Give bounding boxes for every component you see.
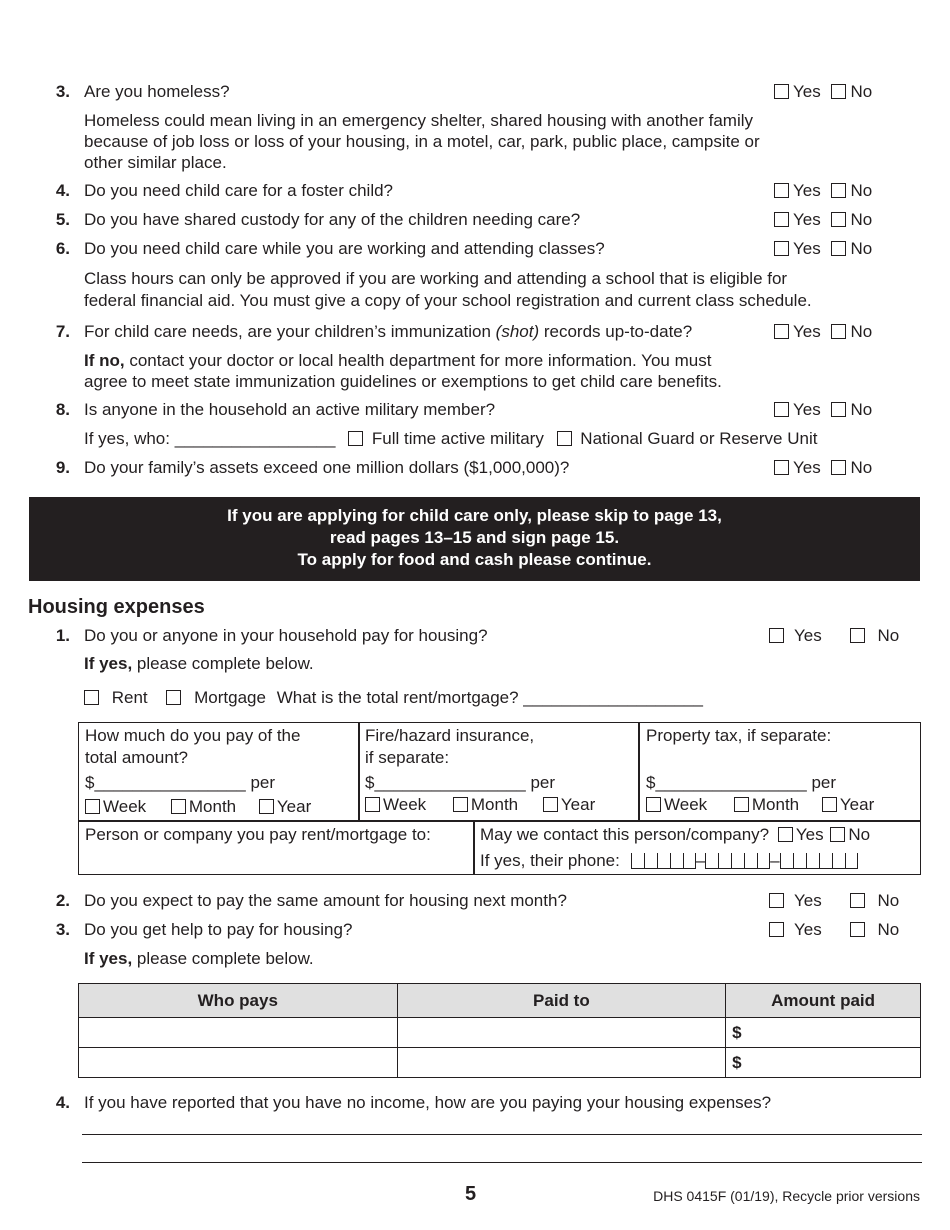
no-checkbox[interactable] [831, 460, 846, 475]
no-checkbox[interactable] [831, 212, 846, 227]
question-number: 2. [55, 891, 70, 910]
question-same-amount: Do you expect to pay the same amount for housing next month? [84, 891, 567, 910]
year-checkbox[interactable] [822, 797, 837, 812]
landlord-phone: If yes, their phone: – – [480, 850, 858, 875]
question-assets: Do your family’s assets exceed one million dollars ($1,000,000)? [84, 458, 570, 477]
rent-mortgage-row: Rent Mortgage What is the total rent/mortgage? ___________________ [84, 688, 703, 708]
insurance-frequency: Week Month Year [365, 794, 595, 816]
question-pay-housing: Do you or anyone in your household pay for housing? [84, 626, 488, 645]
question-number: 4. [55, 1093, 70, 1112]
insurance-field[interactable]: $________________ per [365, 773, 556, 792]
question-no-income: If you have reported that you have no income, how are you paying your housing expenses? [84, 1093, 772, 1112]
who-pays-cell[interactable] [79, 1018, 398, 1048]
no-checkbox[interactable] [850, 628, 865, 643]
amount-cell[interactable]: $ [726, 1048, 921, 1078]
yes-checkbox[interactable] [774, 84, 789, 99]
amount-paid-field[interactable]: $________________ per [85, 773, 276, 792]
if-yes-instruction: If yes, please complete below. [84, 654, 314, 673]
yes-no-custody: Yes No [774, 210, 872, 230]
answer-line[interactable] [82, 1162, 922, 1163]
question-number: 3. [55, 920, 70, 939]
divider [638, 722, 640, 820]
yes-checkbox[interactable] [774, 241, 789, 256]
header-paid-to: Paid to [397, 984, 726, 1018]
question-number: 4. [55, 181, 70, 200]
week-checkbox[interactable] [85, 799, 100, 814]
question-number: 1. [55, 626, 70, 645]
phone-area-code-boxes[interactable] [631, 853, 696, 875]
table-header-row [79, 984, 921, 1018]
immunization-note: If no, contact your doctor or local health department for more information. You must agree to meet state immunization guidelines or exemptions to get child care benefits. [84, 351, 722, 391]
yes-no-pay-housing: Yes No [769, 626, 899, 646]
question-shared-custody: Do you have shared custody for any of the children needing care? [84, 210, 581, 229]
paid-to-cell[interactable] [397, 1048, 726, 1078]
question-number: 5. [55, 210, 70, 229]
page-number: 5 [465, 1183, 477, 1205]
rent-checkbox[interactable] [84, 690, 99, 705]
no-label: No [850, 82, 873, 101]
table-row [79, 1018, 921, 1048]
yes-checkbox[interactable] [774, 402, 789, 417]
military-who-field[interactable]: If yes, who: _________________ [84, 429, 336, 448]
yes-no-foster: Yes No [774, 181, 872, 201]
no-checkbox[interactable] [831, 324, 846, 339]
answer-line[interactable] [82, 1134, 922, 1135]
yes-no-classes: Yes No [774, 239, 872, 259]
full-time-checkbox[interactable] [348, 431, 363, 446]
no-checkbox[interactable] [831, 84, 846, 99]
month-checkbox[interactable] [734, 797, 749, 812]
amount-cell[interactable]: $ [726, 1018, 921, 1048]
mortgage-checkbox[interactable] [166, 690, 181, 705]
divider [358, 722, 360, 820]
yes-no-assets: Yes No [774, 458, 872, 478]
yes-no-homeless [774, 82, 872, 102]
no-checkbox[interactable] [830, 827, 845, 842]
no-checkbox[interactable] [831, 241, 846, 256]
month-checkbox[interactable] [453, 797, 468, 812]
question-military: Is anyone in the household an active military member? [84, 400, 496, 419]
question-homeless: Are you homeless? [84, 82, 230, 101]
total-rent-field[interactable]: What is the total rent/mortgage? ___________________ [276, 688, 703, 707]
no-checkbox[interactable] [850, 922, 865, 937]
housing-help-table [78, 983, 921, 1078]
yes-checkbox[interactable] [778, 827, 793, 842]
header-who-pays: Who pays [79, 984, 398, 1018]
yes-checkbox[interactable] [774, 460, 789, 475]
no-checkbox[interactable] [831, 183, 846, 198]
insurance-label: Fire/hazard insurance, if separate: [365, 726, 535, 767]
month-checkbox[interactable] [171, 799, 186, 814]
yes-checkbox[interactable] [774, 212, 789, 227]
homeless-note: Homeless could mean living in an emergency shelter, shared housing with another family because of job loss or loss of your housing, in a motel, car, park, public place, campsite or other similar place. [84, 111, 760, 172]
if-yes-instruction: If yes, please complete below. [84, 949, 314, 968]
table-row [79, 1048, 921, 1078]
phone-line-boxes[interactable] [780, 853, 858, 875]
question-number: 9. [55, 458, 70, 477]
amount-frequency: Week Month Year [85, 796, 311, 818]
yes-checkbox[interactable] [769, 922, 784, 937]
property-tax-label: Property tax, if separate: [646, 726, 832, 745]
guard-checkbox[interactable] [557, 431, 572, 446]
year-checkbox[interactable] [543, 797, 558, 812]
no-checkbox[interactable] [831, 402, 846, 417]
yes-label: Yes [793, 82, 821, 101]
paid-to-cell[interactable] [397, 1018, 726, 1048]
section-title-housing: Housing expenses [28, 596, 205, 618]
divider [78, 820, 921, 822]
question-working-classes: Do you need child care while you are working and attending classes? [84, 239, 605, 258]
question-number: 3. [55, 82, 70, 101]
military-detail: If yes, who: _________________ Full time active military National Guard or Reserve Unit [84, 429, 818, 448]
question-number: 8. [55, 400, 70, 419]
no-checkbox[interactable] [850, 893, 865, 908]
question-number: 7. [55, 322, 70, 341]
amount-paid-label: How much do you pay of the total amount? [85, 726, 301, 767]
year-checkbox[interactable] [259, 799, 274, 814]
week-checkbox[interactable] [646, 797, 661, 812]
yes-no-same-amount: Yes No [769, 891, 899, 911]
yes-checkbox[interactable] [774, 324, 789, 339]
question-foster-child: Do you need child care for a foster child? [84, 181, 394, 200]
week-checkbox[interactable] [365, 797, 380, 812]
header-amount-paid: Amount paid [726, 984, 921, 1018]
yes-no-help-paying: Yes No [769, 920, 899, 940]
yes-checkbox[interactable] [769, 893, 784, 908]
phone-prefix-boxes[interactable] [705, 853, 770, 875]
yes-checkbox[interactable] [769, 628, 784, 643]
who-pays-cell[interactable] [79, 1048, 398, 1078]
class-note: Class hours can only be approved if you are working and attending a school that is eligible for federal financial aid. You must give a copy of your school registration and current class schedule. [84, 269, 812, 310]
divider [473, 820, 475, 875]
question-help-paying: Do you get help to pay for housing? [84, 920, 353, 939]
question-immunization: For child care needs, are your children’s immunization (shot) records up-to-date? [84, 322, 693, 341]
property-tax-field[interactable]: $________________ per [646, 773, 837, 792]
child-care-banner: If you are applying for child care only, please skip to page 13, read pages 13–15 and sign page 15. To apply for food and cash please continue. [29, 497, 920, 581]
question-number: 6. [55, 239, 70, 258]
contact-permission: May we contact this person/company? Yes No [480, 825, 871, 844]
form-code: DHS 0415F (01/19), Recycle prior versions [653, 1188, 920, 1204]
property-tax-frequency: Week Month Year [646, 794, 874, 816]
yes-no-immunization: Yes No [774, 322, 872, 342]
yes-checkbox[interactable] [774, 183, 789, 198]
yes-no-military: Yes No [774, 400, 872, 420]
landlord-label[interactable]: Person or company you pay rent/mortgage to: [85, 825, 431, 844]
